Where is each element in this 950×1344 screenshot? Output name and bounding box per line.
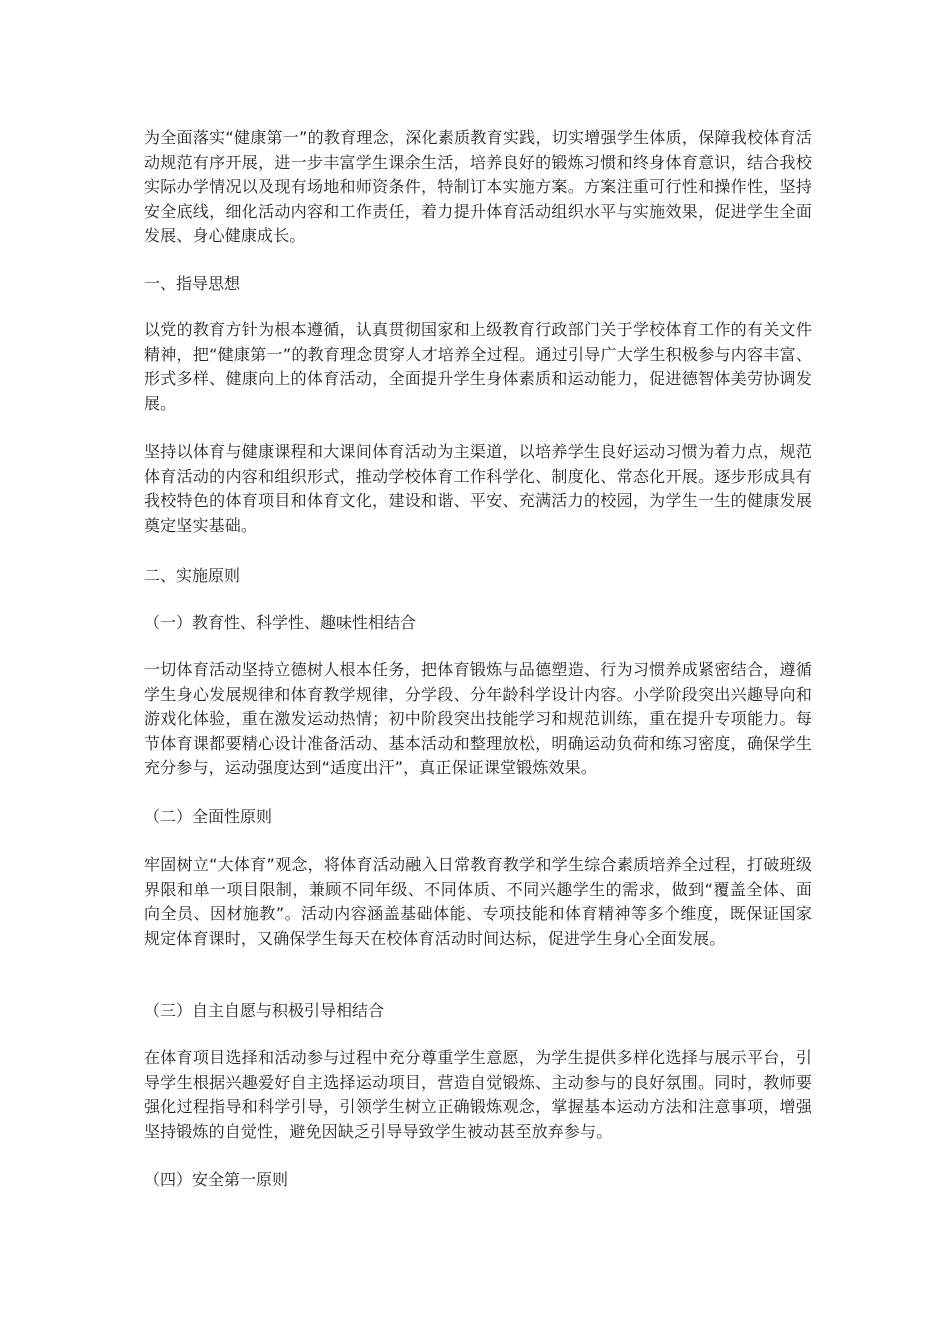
principle-1-heading: （一）教育性、科学性、趣味性相结合 <box>144 613 417 632</box>
principle-4-heading: （四）安全第一原则 <box>144 1170 289 1189</box>
principle-2-heading: （二）全面性原则 <box>144 807 273 826</box>
principle-2-paragraph: 牢固树立“大体育”观念，将体育活动融入日常教育教学和学生综合素质培养全过程，打破班级界限和单一项目限制，兼顾不同年级、不同体质、不同兴趣学生的需求，做到“覆盖全体、面向全员、因材施教”。活动内容涵盖基础体能、专项技能和体育精神等多个维度，既保证国家规定体育课时，又确保学生每天在校体育活动时间达标，促进学生身心全面发展。 <box>144 855 812 948</box>
intro-paragraph: 为全面落实“健康第一”的教育理念，深化素质教育实践，切实增强学生体质，保障我校体育活动规范有序开展，进一步丰富学生课余生活，培养良好的锻炼习惯和终身体育意识，结合我校实际办学情况以及现有场地和师资条件，特制订本实施方案。方案注重可行性和操作性，坚持安全底线，细化活动内容和工作责任，着力提升体育活动组织水平与实施效果，促进学生全面发展、身心健康成长。 <box>144 128 812 246</box>
guiding-ideology-paragraph-1: 以党的教育方针为根本遵循，认真贯彻国家和上级教育行政部门关于学校体育工作的有关文件精神，把“健康第一”的教育理念贯穿人才培养全过程。通过引导广大学生积极参与内容丰富、形式多样、健康向上的体育活动，全面提升学生身体素质和运动能力，促进德智体美劳协调发展。 <box>144 320 812 413</box>
principle-3-heading: （三）自主自愿与积极引导相结合 <box>144 1001 385 1020</box>
section-heading-guiding-ideology: 一、指导思想 <box>144 274 241 293</box>
principle-3-paragraph: 在体育项目选择和活动参与过程中充分尊重学生意愿，为学生提供多样化选择与展示平台，引导学生根据兴趣爱好自主选择运动项目，营造自觉锻炼、主动参与的良好氛围。同时，教师要强化过程指导和科学引导，引领学生树立正确锻炼观念，掌握基本运动方法和注意事项，增强坚持锻炼的自觉性，避免因缺乏引导导致学生被动甚至放弃参与。 <box>144 1048 812 1141</box>
section-heading-principles: 二、实施原则 <box>144 566 241 585</box>
guiding-ideology-paragraph-2: 坚持以体育与健康课程和大课间体育活动为主渠道，以培养学生良好运动习惯为着力点，规范体育活动的内容和组织形式，推动学校体育工作科学化、制度化、常态化开展。逐步形成具有我校特色的体育项目和体育文化，建设和谐、平安、充满活力的校园，为学生一生的健康发展奠定坚实基础。 <box>144 442 812 535</box>
principle-1-paragraph: 一切体育活动坚持立德树人根本任务，把体育锻炼与品德塑造、行为习惯养成紧密结合，遵循学生身心发展规律和体育教学规律，分学段、分年龄科学设计内容。小学阶段突出兴趣导向和游戏化体验，重在激发运动热情；初中阶段突出技能学习和规范训练，重在提升专项能力。每节体育课都要精心设计准备活动、基本活动和整理放松，明确运动负荷和练习密度，确保学生充分参与，运动强度达到“适度出汗”，真正保证课堂锻炼效果。 <box>144 660 812 778</box>
